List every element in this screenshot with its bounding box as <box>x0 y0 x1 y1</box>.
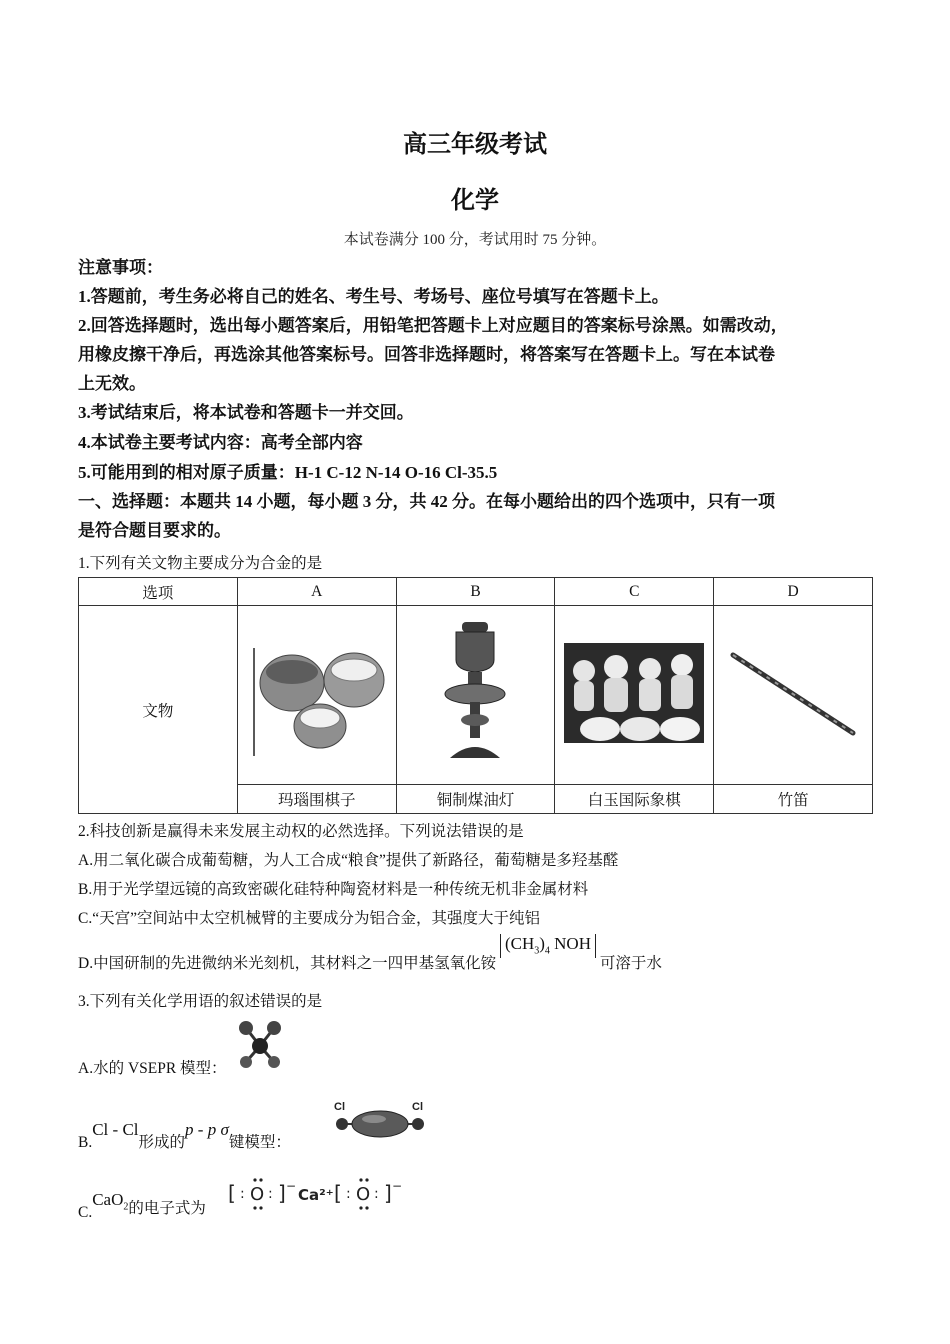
cao2-formula: CaO$_2$ <box>92 1190 129 1213</box>
svg-text::: : <box>240 1186 245 1202</box>
cl-label-right: Cl <box>412 1101 423 1113</box>
cl-label-left: Cl <box>334 1101 345 1113</box>
svg-text:[: [ <box>228 1181 236 1205</box>
note-2-line-2: 用橡皮擦干净后，再选涂其他答案标号。回答非选择题时，将答案写在答题卡上。写在本试卷 <box>78 345 775 364</box>
svg-text::: : <box>346 1186 351 1202</box>
q2-option-c: C.“天宫”空间站中太空机械臂的主要成分为铝合金，其强度大于纯铝 <box>78 910 540 927</box>
q2-option-d <box>78 932 662 972</box>
q1-row-label: 文物 <box>79 606 238 814</box>
go-bowls-illustration <box>242 628 392 758</box>
section-1-line-1: 一、选择题：本题共 14 小题，每小题 3 分，共 42 分。在每小题给出的四个选项中，只有一项 <box>78 492 775 511</box>
q1-option-a-letter: A <box>237 578 396 606</box>
q1-option-c-name: 白玉国际象棋 <box>555 785 714 814</box>
note-2-line-1: 2.回答选择题时，选出每小题答案后，用铅笔把答题卡上对应题目的答案标号涂黑。如需改动， <box>78 316 788 335</box>
note-3: 3.考试结束后，将本试卷和答题卡一并交回。 <box>78 403 414 422</box>
tmah-formula: $(CH_3)_4$ NOH <box>500 934 596 958</box>
water-vsepr-model-icon <box>232 1018 288 1070</box>
svg-text:−: − <box>286 1179 297 1193</box>
exam-info: 本试卷满分 100 分，考试用时 75 分钟。 <box>343 232 607 248</box>
q1-option-b-name: 铜制煤油灯 <box>396 785 555 814</box>
q1-table <box>78 577 873 814</box>
oxygen-left: O <box>250 1184 265 1205</box>
q1-option-b-letter: B <box>396 578 555 606</box>
oil-lamp-illustration <box>420 618 530 768</box>
bamboo-flute-image <box>714 606 873 785</box>
q2-option-b: B.用于光学望远镜的高致密碳化硅特种陶瓷材料是一种传统无机非金属材料 <box>78 881 589 898</box>
svg-text:−: − <box>392 1179 403 1193</box>
q3-option-a: A.水的 VSEPR 模型： <box>78 1060 227 1077</box>
q2-option-d-end: 可溶于水 <box>599 955 662 972</box>
q1-stem: 1.下列有关文物主要成分为合金的是 <box>78 555 323 572</box>
q1-option-d-letter: D <box>714 578 873 606</box>
svg-text::: : <box>374 1186 379 1202</box>
q1-option-a-name: 玛瑙围棋子 <box>237 785 396 814</box>
note-5: 5.可能用到的相对原子质量：H-1 C-12 N-14 O-16 Cl-35.5 <box>78 463 498 482</box>
q1-option-d-name: 竹笛 <box>714 785 873 814</box>
svg-text:[: [ <box>334 1181 342 1205</box>
svg-text:]: ] <box>384 1181 392 1205</box>
p-p-sigma-bond-model-icon <box>330 1098 430 1140</box>
q3-option-c: C.CaO$_2$的电子式为 <box>78 1190 206 1221</box>
svg-text::: : <box>268 1186 273 1202</box>
section-1-line-2: 是符合题目要求的。 <box>78 521 231 540</box>
oxygen-right: O <box>356 1184 371 1205</box>
cao2-electron-formula-icon <box>226 1174 422 1214</box>
copper-oil-lamp-image <box>396 606 555 785</box>
q2-option-d-text: D.中国研制的先进微纳米光刻机，其材料之一四甲基氢氧化铵 <box>78 955 497 972</box>
note-1: 1.答题前，考生务必将自己的姓名、考生号、考场号、座位号填写在答题卡上。 <box>78 287 669 306</box>
calcium-ion: Ca²⁺ <box>298 1186 334 1204</box>
flute-illustration <box>723 643 863 743</box>
chess-pieces-illustration <box>564 643 704 743</box>
svg-text:]: ] <box>278 1181 286 1205</box>
subject-title: 化学 <box>451 188 499 214</box>
agate-go-pieces-image <box>237 606 396 785</box>
exam-title: 高三年级考试 <box>403 132 547 158</box>
note-2-line-3: 上无效。 <box>78 374 146 393</box>
q3-option-b: B.Cl - Cl形成的p - p σ键模型： <box>78 1120 291 1151</box>
q1-option-c-letter: C <box>555 578 714 606</box>
q2-option-a: A.用二氧化碳合成葡萄糖，为人工合成“粮食”提供了新路径，葡萄糖是多羟基醛 <box>78 852 619 869</box>
q3-stem: 3.下列有关化学用语的叙述错误的是 <box>78 993 323 1010</box>
q1-header-label: 选项 <box>79 578 238 606</box>
note-4: 4.本试卷主要考试内容：高考全部内容 <box>78 433 363 452</box>
white-jade-chess-image <box>555 606 714 785</box>
q2-stem: 2.科技创新是赢得未来发展主动权的必然选择。下列说法错误的是 <box>78 823 524 840</box>
notes-heading: 注意事项： <box>78 258 163 277</box>
